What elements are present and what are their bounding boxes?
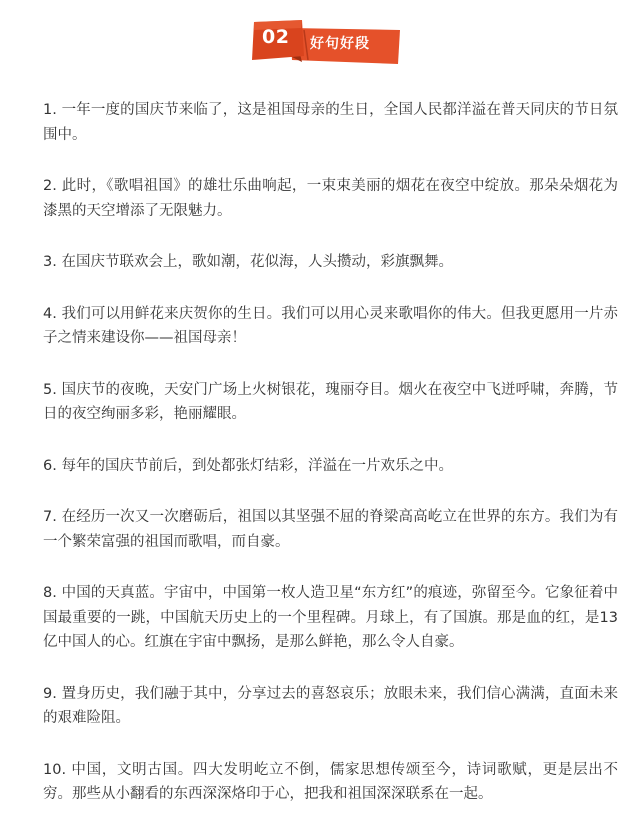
paragraph-8: 8. 中国的天真蓝。宇宙中，中国第一枚人造卫星“东方红”的痕迹，弥留至今。它象征着中国最重要的一跳，中国航天历史上的一个里程碑。月球上，有了国旗。那是血的红，是13亿中国人的心。红旗在宇宙中飘扬，是那么鲜艳，那么令人自豪。	[43, 585, 618, 650]
paragraph-3: 3. 在国庆节联欢会上，歌如潮，花似海，人头攒动，彩旗飘舞。	[43, 254, 453, 270]
paragraph-6: 6. 每年的国庆节前后，到处都张灯结彩，洋溢在一片欢乐之中。	[43, 457, 453, 474]
paragraph-10: 10. 中国，文明古国。四大发明屹立不倒，儒家思想传颂至今，诗词歌赋，更是层出不穷。那些从小翻看的东西深深烙印于心，把我和祖国深深联系在一起。	[43, 761, 618, 802]
paragraph-2: 2. 此时，《歌唱祖国》的雄壮乐曲响起，一束束美丽的烟花在夜空中绽放。那朵朵烟花为漆黑的天空增添了无限魅力。	[43, 178, 618, 219]
section-title: 好句好段	[310, 36, 370, 52]
paragraph-list	[43, 98, 618, 834]
section-number: 02	[262, 26, 290, 48]
paragraph-9: 9. 置身历史，我们融于其中，分享过去的喜怒哀乐；放眼未来，我们信心满满，直面未来的艰难险阻。	[43, 685, 618, 726]
paragraph-7: 7. 在经历一次又一次磨砺后，祖国以其坚强不屈的脊梁高高屹立在世界的东方。我们为有一个繁荣富强的祖国而歌唱，而自豪。	[43, 509, 618, 550]
paragraph-4: 4. 我们可以用鲜花来庆贺你的生日。我们可以用心灵来歌唱你的伟大。但我更愿用一片赤子之情来建设你——祖国母亲！	[43, 305, 618, 346]
paragraph-5: 5. 国庆节的夜晚，天安门广场上火树银花，瑰丽夺目。烟火在夜空中飞迸呼啸，奔腾，节日的夜空绚丽多彩，艳丽耀眼。	[43, 381, 618, 422]
paragraph-1: 1. 一年一度的国庆节来临了，这是祖国母亲的生日，全国人民都洋溢在普天同庆的节日氛围中。	[43, 102, 618, 143]
section-badge	[250, 18, 400, 66]
